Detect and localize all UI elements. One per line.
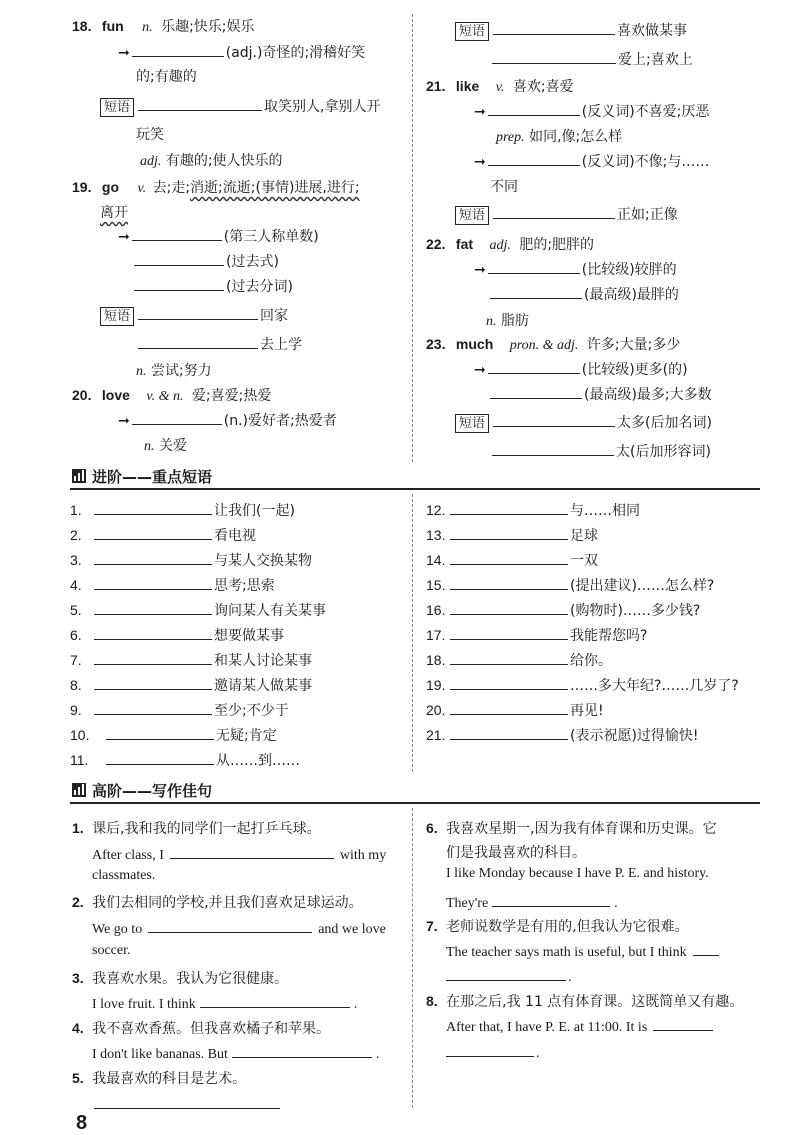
definition: 乐趣;快乐;娱乐 xyxy=(161,19,255,35)
english-text: The teacher says math is useful, but I think xyxy=(446,945,687,960)
item-number: 3. xyxy=(70,552,82,568)
section-title: 高阶——写作佳句 xyxy=(92,782,213,800)
item-number: 1. xyxy=(70,502,82,518)
vocab-like-phrase0b xyxy=(490,49,693,69)
phrase-meaning: 让我们(一起) xyxy=(214,503,295,519)
part-of-speech: prep. xyxy=(496,130,525,145)
answer-blank[interactable] xyxy=(132,226,222,241)
chinese-prompt: 老师说数学是有用的,但我认为它很难。 xyxy=(446,919,689,935)
section-header-writing xyxy=(70,780,760,804)
phrase-continuation: 玩笑 xyxy=(136,127,164,143)
item-number: 7. xyxy=(70,652,82,668)
definition: 如同,像;怎么样 xyxy=(529,129,623,145)
vocab-go-form2 xyxy=(132,251,279,271)
vocab-much-comp xyxy=(474,359,688,379)
item-number: 5. xyxy=(70,602,82,618)
vocab-go-phrase1 xyxy=(100,305,288,326)
item-number: 13. xyxy=(426,527,446,543)
phrase-row xyxy=(70,525,256,545)
item-number: 4. xyxy=(72,1020,84,1036)
answer-blank[interactable] xyxy=(94,550,212,565)
column-divider xyxy=(412,494,413,772)
english-text: with my xyxy=(339,848,387,863)
answer-blank[interactable] xyxy=(94,625,212,640)
english-text: After that, I have P. E. at 11:00. It is xyxy=(446,1020,648,1035)
phrase-meaning: 取笑别人,拿别人开 xyxy=(264,99,381,115)
writing-q7-en xyxy=(446,941,721,961)
form-hint: (过去分词) xyxy=(226,279,293,295)
part-of-speech: n. xyxy=(486,314,497,329)
vocab-love-n xyxy=(144,435,187,455)
phrase-row xyxy=(70,625,284,645)
vocab-much-phrase1 xyxy=(455,412,712,433)
english-text: After class, I xyxy=(92,848,164,863)
answer-blank[interactable] xyxy=(94,700,212,715)
vocab-fun-head xyxy=(72,16,255,36)
english-text: We go to xyxy=(92,922,143,937)
superlative-hint: (最高级)最胖的 xyxy=(584,287,679,303)
writing-q6-zh xyxy=(426,818,717,838)
answer-blank[interactable] xyxy=(488,259,580,274)
part-of-speech: v. xyxy=(495,80,505,95)
item-number: 20. xyxy=(72,387,92,403)
arrow-icon: ➞ xyxy=(474,154,486,170)
writing-q3-en xyxy=(92,993,357,1013)
definition: 脂肪 xyxy=(500,313,529,329)
phrase-row xyxy=(70,500,295,520)
item-number: 17. xyxy=(426,627,446,643)
answer-blank[interactable] xyxy=(488,101,580,116)
phrase-tag: 短语 xyxy=(100,98,134,117)
answer-blank[interactable] xyxy=(94,1094,280,1109)
item-number: 7. xyxy=(426,918,438,934)
answer-blank[interactable] xyxy=(94,600,212,615)
item-number: 21. xyxy=(426,727,446,743)
item-number: 5. xyxy=(72,1070,84,1086)
phrase-tag: 短语 xyxy=(100,307,134,326)
phrase-meaning: 从……到…… xyxy=(216,753,300,769)
derive-hint: (n.)爱好者;热爱者 xyxy=(223,413,337,429)
vocab-like-prep xyxy=(496,126,622,146)
definition: 许多;大量;多少 xyxy=(586,337,681,353)
vocab-like-ant1 xyxy=(474,101,709,121)
headword: much xyxy=(455,336,494,352)
phrase-row xyxy=(70,675,312,695)
antonym-hint: (反义词)不喜爱;厌恶 xyxy=(581,104,710,120)
phrase-row xyxy=(70,750,300,770)
answer-blank[interactable] xyxy=(653,1016,713,1031)
definition: 关爱 xyxy=(158,438,187,454)
derive-hint: (adj.)奇怪的;滑稽好笑 xyxy=(225,45,366,61)
headword: go xyxy=(101,179,120,195)
answer-blank[interactable] xyxy=(450,550,568,565)
part-of-speech: v. & n. xyxy=(146,389,184,404)
writing-q6-en: I like Monday because I have P. E. and history. xyxy=(446,866,709,881)
phrase-meaning: 给你。 xyxy=(570,653,612,669)
phrase-meaning: 和某人讨论某事 xyxy=(214,653,312,669)
arrow-icon: ➞ xyxy=(118,413,130,429)
answer-blank[interactable] xyxy=(134,251,224,266)
english-text: . xyxy=(536,1046,540,1061)
antonym-hint: (反义词)不像;与…… xyxy=(581,154,710,170)
item-number: 9. xyxy=(70,702,82,718)
part-of-speech: n. xyxy=(136,364,147,379)
item-number: 20. xyxy=(426,702,446,718)
chinese-prompt: 在那之后,我 11 点有体育课。这既简单又有趣。 xyxy=(446,994,744,1010)
arrow-icon: ➞ xyxy=(474,104,486,120)
vocab-like-head xyxy=(426,76,574,96)
answer-blank[interactable] xyxy=(450,725,568,740)
vocab-go-n xyxy=(136,360,212,380)
answer-blank[interactable] xyxy=(148,918,312,933)
vocab-fun-adj xyxy=(140,150,283,170)
phrase-row xyxy=(426,550,598,570)
part-of-speech: adj. xyxy=(489,238,511,253)
phrase-meaning: 正如;正像 xyxy=(617,207,678,223)
part-of-speech: adj. xyxy=(140,154,162,169)
answer-blank[interactable] xyxy=(450,500,568,515)
writing-q8-zh xyxy=(426,991,743,1011)
answer-blank[interactable] xyxy=(450,650,568,665)
definition: 喜欢;喜爱 xyxy=(512,79,574,95)
item-number: 11. xyxy=(70,752,89,768)
section-header-phrases xyxy=(70,466,760,490)
phrase-meaning: 我能帮您吗? xyxy=(570,628,648,644)
answer-blank[interactable] xyxy=(132,42,224,57)
phrase-row xyxy=(426,650,612,670)
phrase-row xyxy=(70,600,326,620)
derive-continuation: 的;有趣的 xyxy=(136,69,197,85)
writing-q1-en xyxy=(92,844,386,864)
english-text: . xyxy=(568,970,572,985)
definition: 尝试;努力 xyxy=(150,363,212,379)
definition: 去;走; xyxy=(152,180,191,196)
item-number: 18. xyxy=(426,652,446,668)
writing-q7-zh xyxy=(426,916,689,936)
vocab-love-head xyxy=(72,385,271,405)
phrase-row xyxy=(70,725,277,745)
answer-blank[interactable] xyxy=(488,151,580,166)
answer-blank[interactable] xyxy=(450,525,568,540)
answer-blank[interactable] xyxy=(492,441,614,456)
writing-q3-zh xyxy=(72,968,288,988)
part-of-speech: pron. & adj. xyxy=(509,338,579,353)
writing-q2-en xyxy=(92,918,386,938)
chinese-prompt: 我不喜欢香蕉。但我喜欢橘子和苹果。 xyxy=(92,1021,331,1037)
page-number: 8 xyxy=(76,1112,88,1134)
phrase-meaning: 询问某人有关某事 xyxy=(214,603,326,619)
answer-blank[interactable] xyxy=(492,892,610,907)
answer-blank[interactable] xyxy=(493,412,615,427)
answer-blank[interactable] xyxy=(493,204,615,219)
english-text: . xyxy=(375,1047,380,1062)
arrow-icon: ➞ xyxy=(118,229,130,245)
vocab-go-form1 xyxy=(118,226,319,246)
chinese-prompt: 我最喜欢的科目是艺术。 xyxy=(92,1071,247,1087)
vocab-fat-sup xyxy=(488,284,679,304)
phrase-row xyxy=(426,675,739,695)
item-number: 2. xyxy=(72,894,84,910)
bar-chart-icon xyxy=(72,469,86,483)
phrase-row xyxy=(426,625,647,645)
english-text: I don't like bananas. But xyxy=(92,1047,228,1062)
english-text: . xyxy=(614,896,618,911)
answer-blank[interactable] xyxy=(94,575,212,590)
phrase-meaning: (表示祝愿)过得愉快! xyxy=(570,728,699,744)
phrase-meaning: 思考;思索 xyxy=(214,578,275,594)
phrase-meaning: 至少;不少于 xyxy=(214,703,289,719)
phrase-meaning: 喜欢做某事 xyxy=(617,23,688,39)
phrase-meaning: 想要做某事 xyxy=(214,628,284,644)
writing-q2-zh xyxy=(72,892,363,912)
writing-q8-en xyxy=(446,1016,715,1036)
column-divider xyxy=(412,14,413,462)
comparative-hint: (比较级)更多(的) xyxy=(581,362,688,378)
vocab-fat-n xyxy=(486,310,529,330)
item-number: 19. xyxy=(72,179,92,195)
phrase-meaning: ……多大年纪?……几岁了? xyxy=(570,678,739,694)
writing-q6-zh-cont: 们是我最喜欢的科目。 xyxy=(446,845,586,861)
headword: fun xyxy=(101,18,124,34)
antonym-continuation: 不同 xyxy=(490,179,518,195)
form-hint: (过去式) xyxy=(226,254,279,270)
answer-blank[interactable] xyxy=(132,410,222,425)
english-text: I love fruit. I think xyxy=(92,997,196,1012)
phrase-meaning: 邀请某人做某事 xyxy=(214,678,312,694)
vocab-much-sup xyxy=(488,384,712,404)
answer-blank[interactable] xyxy=(232,1043,372,1058)
chinese-prompt: 我喜欢水果。我认为它很健康。 xyxy=(92,971,289,987)
phrase-row xyxy=(426,500,640,520)
vocab-go-form3 xyxy=(132,276,293,296)
item-number: 16. xyxy=(426,602,446,618)
item-number: 8. xyxy=(70,677,82,693)
writing-q8-en2 xyxy=(446,1042,540,1062)
chinese-prompt: 我们去相同的学校,并且我们喜欢足球运动。 xyxy=(92,895,363,911)
answer-blank[interactable] xyxy=(450,600,568,615)
phrase-row xyxy=(70,650,312,670)
writing-q5-zh xyxy=(72,1068,246,1088)
phrase-meaning: 太(后加形容词) xyxy=(616,444,711,460)
answer-blank[interactable] xyxy=(138,305,258,320)
phrase-row xyxy=(426,725,699,745)
english-text: They're xyxy=(446,896,489,911)
item-number: 22. xyxy=(426,236,446,252)
vocab-much-head xyxy=(426,334,680,354)
item-number: 12. xyxy=(426,502,446,518)
item-number: 3. xyxy=(72,970,84,986)
item-number: 19. xyxy=(426,677,446,693)
writing-q4-zh xyxy=(72,1018,330,1038)
phrase-meaning: 回家 xyxy=(260,308,289,324)
item-number: 6. xyxy=(426,820,438,836)
answer-blank[interactable] xyxy=(450,700,568,715)
answer-blank[interactable] xyxy=(450,575,568,590)
vocab-go-head xyxy=(72,177,360,197)
phrase-row xyxy=(70,550,312,570)
phrase-tag: 短语 xyxy=(455,206,489,225)
definition: 有趣的;使人快乐的 xyxy=(165,153,283,169)
english-text: . xyxy=(353,997,358,1012)
answer-blank[interactable] xyxy=(490,284,582,299)
item-number: 23. xyxy=(426,336,446,352)
definition-highlight-cont: 离开 xyxy=(100,205,128,221)
phrase-row xyxy=(426,575,714,595)
writing-q1-zh xyxy=(72,818,321,838)
superlative-hint: (最高级)最多;大多数 xyxy=(584,387,712,403)
definition: 爱;喜爱;热爱 xyxy=(191,388,272,404)
answer-blank[interactable] xyxy=(693,941,719,956)
answer-blank[interactable] xyxy=(446,1042,534,1057)
answer-blank[interactable] xyxy=(492,49,616,64)
vocab-like-ant2 xyxy=(474,151,709,171)
vocab-like-phrase0a xyxy=(455,20,687,41)
part-of-speech: n. xyxy=(142,20,153,35)
arrow-icon: ➞ xyxy=(474,362,486,378)
headword: like xyxy=(455,78,480,94)
answer-blank[interactable] xyxy=(493,20,615,35)
answer-blank[interactable] xyxy=(134,276,224,291)
item-number: 1. xyxy=(72,820,84,836)
phrase-meaning: 再见! xyxy=(570,703,604,719)
writing-q6-en2 xyxy=(446,892,618,912)
phrase-meaning: 与……相同 xyxy=(570,503,640,519)
item-number: 2. xyxy=(70,527,82,543)
phrase-meaning: 爱上;喜欢上 xyxy=(618,52,693,68)
definition: 肥的;肥胖的 xyxy=(519,237,595,253)
phrase-meaning: (提出建议)……怎么样? xyxy=(570,578,715,594)
vocab-fun-phrase xyxy=(100,96,380,117)
answer-blank[interactable] xyxy=(106,750,214,765)
answer-blank[interactable] xyxy=(94,650,212,665)
answer-blank[interactable] xyxy=(138,334,258,349)
phrase-tag: 短语 xyxy=(455,22,489,41)
answer-blank[interactable] xyxy=(170,844,334,859)
item-number: 21. xyxy=(426,78,446,94)
answer-blank[interactable] xyxy=(200,993,350,1008)
item-number: 14. xyxy=(426,552,446,568)
writing-q7-en2 xyxy=(446,966,572,986)
phrase-meaning: 去上学 xyxy=(260,337,302,353)
phrase-meaning: 与某人交换某物 xyxy=(214,553,312,569)
writing-q1-en-cont: classmates. xyxy=(92,868,156,883)
item-number: 4. xyxy=(70,577,82,593)
chinese-prompt: 课后,我和我的同学们一起打乒乓球。 xyxy=(92,821,321,837)
phrase-row xyxy=(426,525,598,545)
answer-blank[interactable] xyxy=(450,675,568,690)
headword: fat xyxy=(455,236,474,252)
phrase-row xyxy=(426,700,604,720)
phrase-meaning: 无疑;肯定 xyxy=(216,728,277,744)
item-number: 15. xyxy=(426,577,446,593)
definition-highlight: 消逝;流逝;(事情)进展,进行; xyxy=(190,180,360,196)
item-number: 8. xyxy=(426,993,438,1009)
writing-q5-line xyxy=(92,1094,282,1113)
vocab-fun-derive xyxy=(118,42,365,62)
phrase-meaning: (购物时)……多少钱? xyxy=(570,603,701,619)
answer-blank[interactable] xyxy=(446,966,566,981)
item-number: 18. xyxy=(72,18,92,34)
phrase-meaning: 看电视 xyxy=(214,528,256,544)
answer-blank[interactable] xyxy=(106,725,214,740)
column-divider xyxy=(412,808,413,1108)
vocab-like-phrase1 xyxy=(455,204,678,225)
arrow-icon: ➞ xyxy=(118,45,130,61)
answer-blank[interactable] xyxy=(490,384,582,399)
chinese-prompt: 我喜欢星期一,因为我有体育课和历史课。它 xyxy=(446,821,717,837)
writing-q2-en-cont: soccer. xyxy=(92,943,131,958)
comparative-hint: (比较级)较胖的 xyxy=(581,262,677,278)
phrase-meaning: 太多(后加名词) xyxy=(617,415,712,431)
item-number: 10. xyxy=(70,727,90,743)
phrase-tag: 短语 xyxy=(455,414,489,433)
english-text: and we love xyxy=(318,922,386,937)
phrase-row xyxy=(70,700,289,720)
phrase-meaning: 足球 xyxy=(570,528,598,544)
form-hint: (第三人称单数) xyxy=(223,229,319,245)
bar-chart-icon xyxy=(72,783,86,797)
vocab-go-phrase2 xyxy=(136,334,302,354)
part-of-speech: v. xyxy=(137,181,147,196)
phrase-meaning: 一双 xyxy=(570,553,598,569)
answer-blank[interactable] xyxy=(94,675,212,690)
answer-blank[interactable] xyxy=(94,500,212,515)
headword: love xyxy=(101,387,130,403)
answer-blank[interactable] xyxy=(94,525,212,540)
item-number: 6. xyxy=(70,627,82,643)
answer-blank[interactable] xyxy=(450,625,568,640)
answer-blank[interactable] xyxy=(138,96,262,111)
part-of-speech: n. xyxy=(144,439,155,454)
vocab-fat-head xyxy=(426,234,594,254)
phrase-row xyxy=(426,600,700,620)
writing-q4-en xyxy=(92,1043,379,1063)
phrase-row xyxy=(70,575,275,595)
answer-blank[interactable] xyxy=(488,359,580,374)
arrow-icon: ➞ xyxy=(474,262,486,278)
vocab-love-derive xyxy=(118,410,337,430)
vocab-much-phrase2 xyxy=(490,441,711,461)
vocab-fat-comp xyxy=(474,259,677,279)
section-title: 进阶——重点短语 xyxy=(92,468,213,486)
